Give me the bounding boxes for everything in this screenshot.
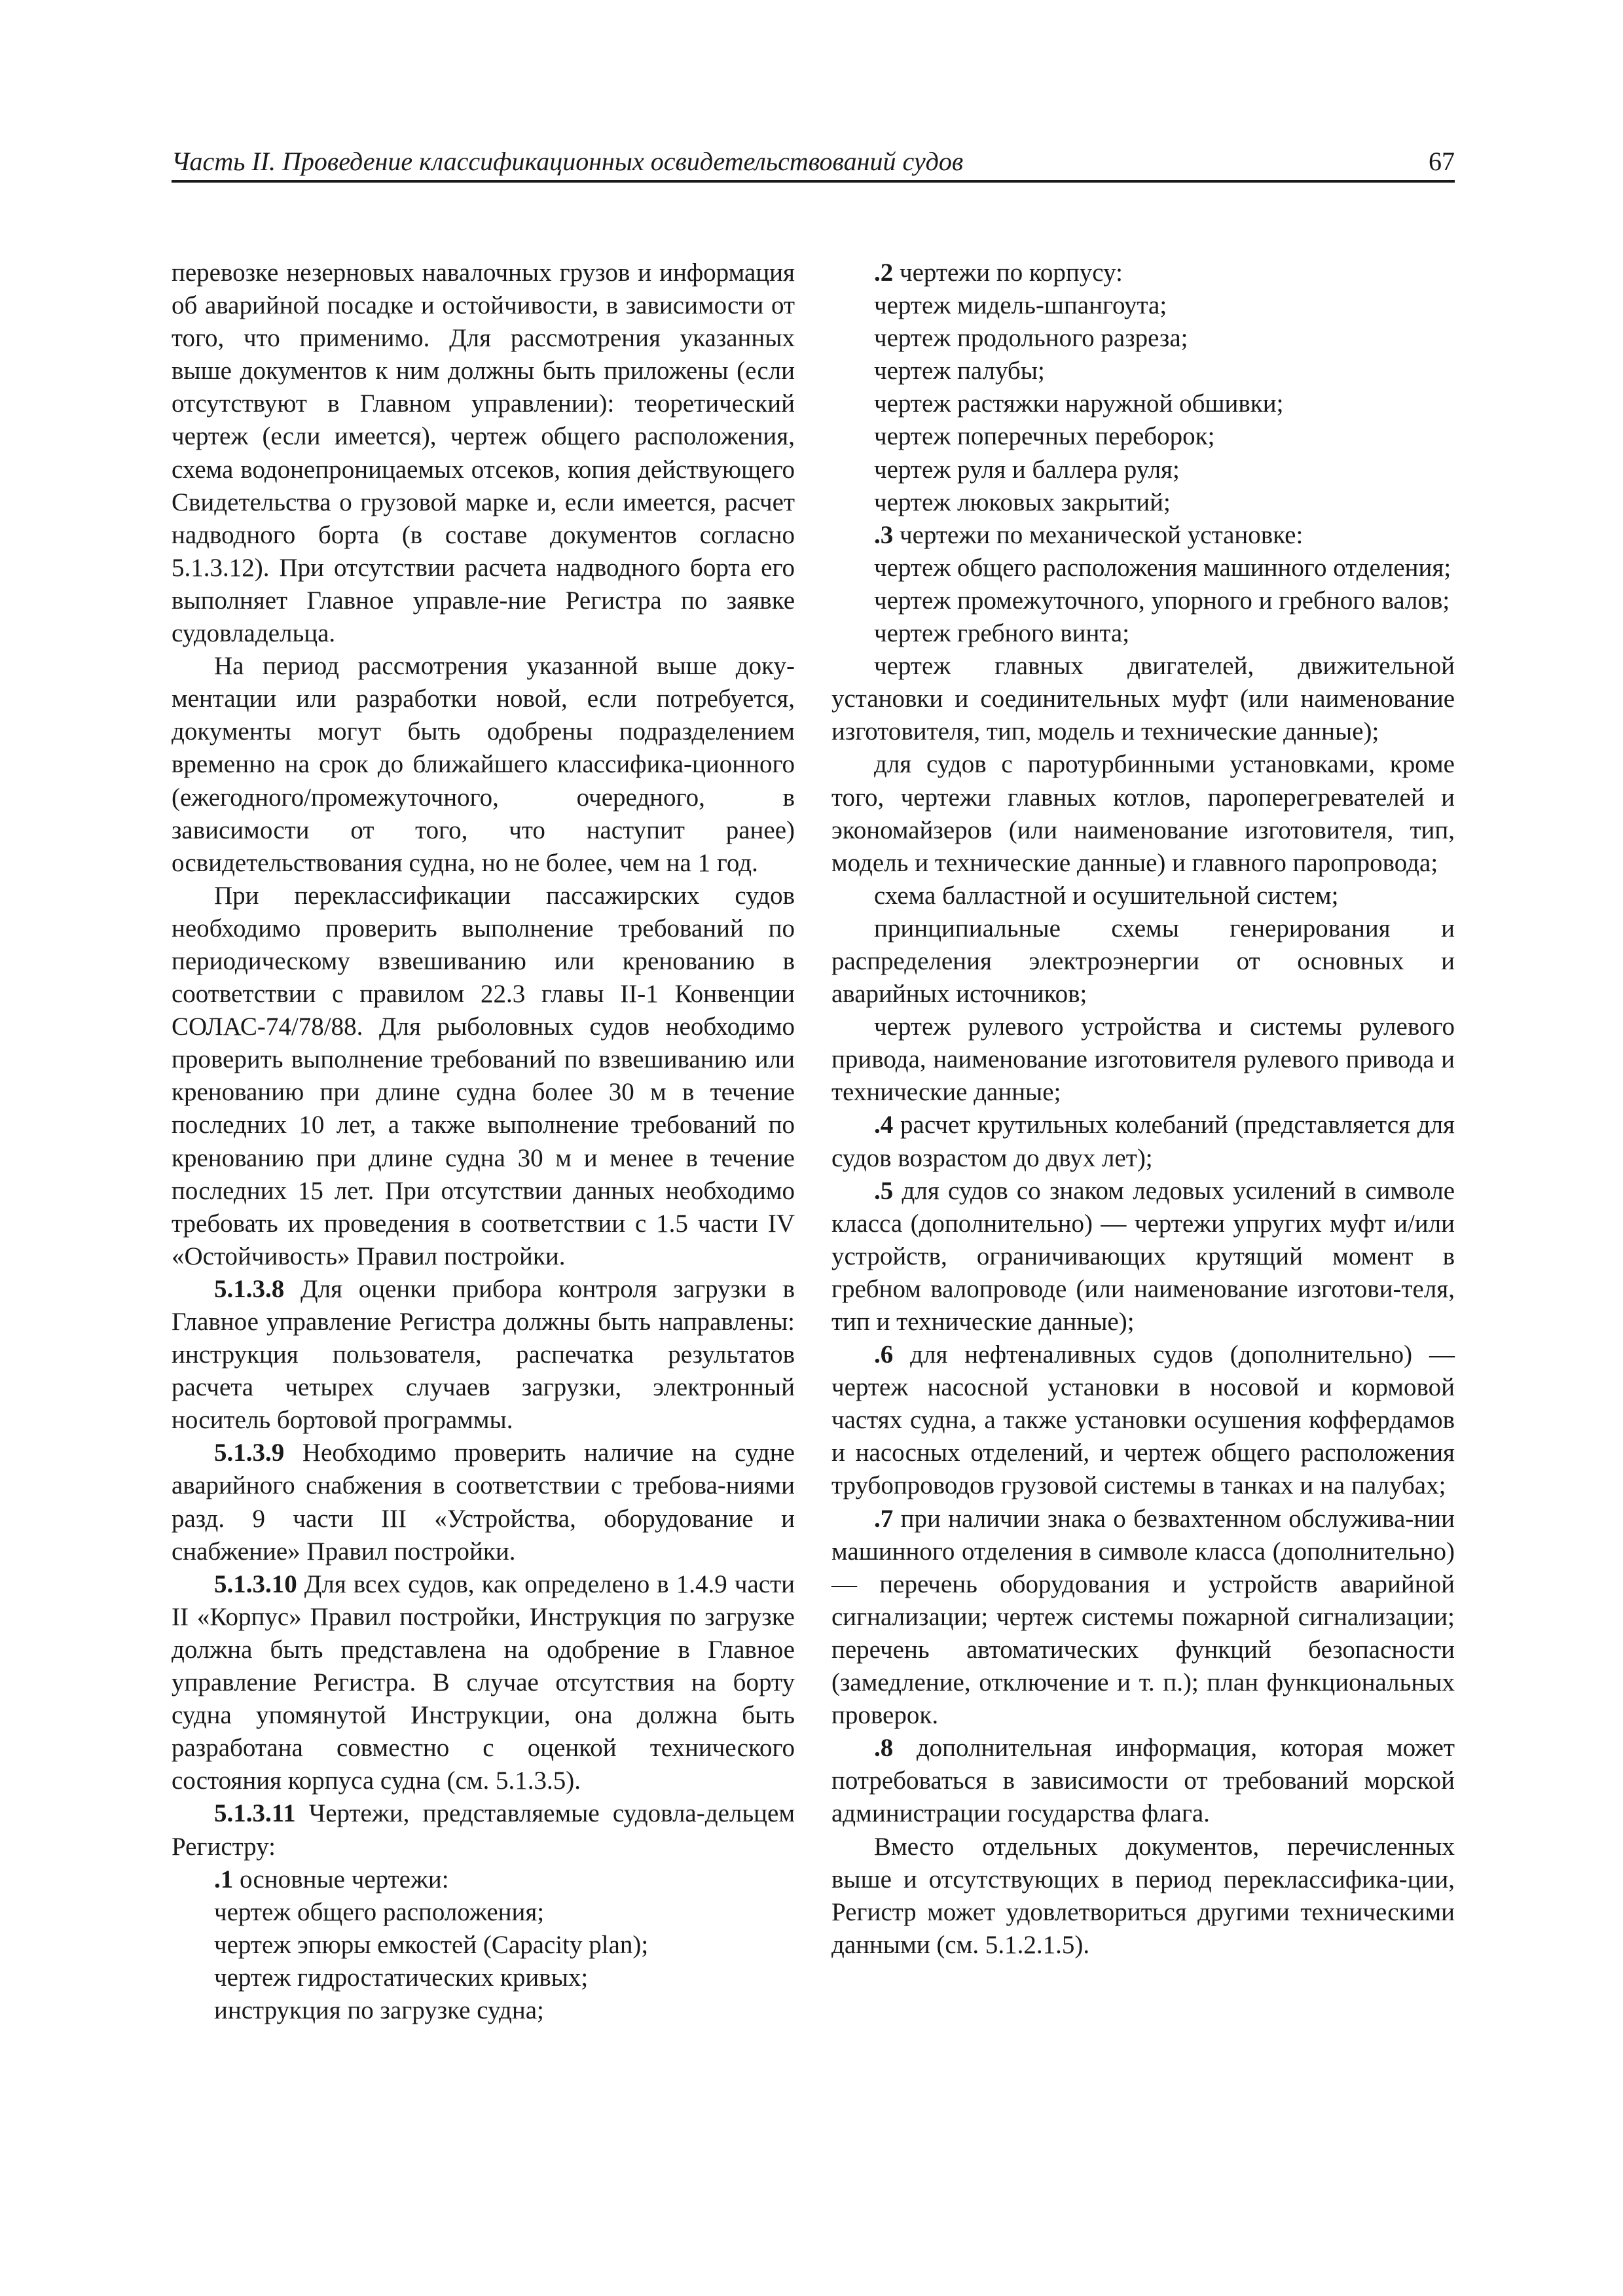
page-number: 67: [1429, 147, 1455, 176]
paragraph: чертеж промежуточного, упорного и гребного валов;: [874, 586, 1450, 615]
paragraph-5-1-3-11: 5.1.3.11 Чертежи, представляемые судовла-дельцем Регистру:: [172, 1799, 795, 1861]
list-number: .4: [874, 1111, 894, 1139]
header-rule: [172, 180, 1455, 183]
paragraph: схема балластной и осушительной систем;: [874, 881, 1339, 910]
list-item: чертеж руля и баллера руля;: [874, 455, 1180, 484]
list-item-4: .4 расчет крутильных колебаний (представляется для судов возрастом до двух лет);: [831, 1111, 1455, 1172]
list-item-6: .6 для нефтеналивных судов (дополнительно) — чертеж насосной установки в носовой и кормовой частях судна, а также установки осушения коффердамов и насосных отделений, и чертеж общего расположения трубопроводов грузовой системы в танках и на палубах;: [831, 1340, 1455, 1500]
list-item-5: .5 для судов со знаком ледовых усилений в символе класса (дополнительно) — чертежи упругих муфт и/или устройств, ограничивающих крутящий момент в гребном валопроводе (или наименование изготови-теля, тип и технические данные);: [831, 1176, 1455, 1336]
header-title: Часть II. Проведение классификационных освидетельствований судов: [172, 147, 964, 176]
list-item: чертеж палубы;: [874, 357, 1045, 386]
list-item: чертеж общего расположения;: [214, 1897, 545, 1926]
list-item-8: .8 дополнительная информация, которая может потребоваться в зависимости от требований морской администрации государства флага.: [831, 1734, 1455, 1828]
list-heading: .1 основные чертежи:: [214, 1865, 449, 1893]
list-heading: .3 чертежи по механической установке:: [874, 520, 1304, 549]
list-item: чертеж мидель-шпангоута;: [874, 291, 1167, 320]
paragraph: Вместо отдельных документов, перечисленных выше и отсутствующих в период переклассифика-ции, Регистр может удовлетвориться другими техническими данными (см. 5.1.2.1.5).: [831, 1832, 1455, 1959]
paragraph-5-1-3-8: 5.1.3.8 Для оценки прибора контроля загрузки в Главное управление Регистра должны быть направлены: инструкция пользователя, распечатка результатов расчета четырех случаев загрузки, электронный носитель бортовой программы.: [172, 1274, 795, 1435]
running-header: [172, 145, 1455, 178]
list-number: .3: [874, 520, 894, 549]
list-number: .6: [874, 1340, 894, 1369]
clause-number: 5.1.3.10: [214, 1570, 297, 1598]
paragraph: На период рассмотрения указанной выше доку-ментации или разработки новой, если потребуется, документы могут быть одобрены подразделением временно на срок до ближайшего классифика-ционного (ежегодного/промежуточного, очередного, в зависимости от того, что наступит ранее) освидетельствования судна, но не более, чем на 1 год.: [172, 652, 795, 877]
paragraph: принципиальные схемы генерирования и распределения электроэнергии от основных и аварийных источников;: [831, 914, 1455, 1009]
list-item: чертеж эпюры емкостей (Capacity plan);: [214, 1930, 649, 1959]
list-number: .7: [874, 1504, 894, 1533]
list-item: чертеж растяжки наружной обшивки;: [874, 389, 1284, 418]
list-number: .8: [874, 1734, 894, 1763]
list-item: чертеж поперечных переборок;: [874, 422, 1215, 451]
list-number: .1: [214, 1865, 234, 1893]
list-item-7: .7 при наличии знака о безвахтенном обслужива-нии машинного отделения в символе класса (дополнительно) — перечень оборудования и устройств аварийной сигнализации; чертеж системы пожарной сигнализации; перечень автоматических функций безопасности (замедление, отключение и т. п.); план функциональных проверок.: [831, 1504, 1455, 1730]
clause-number: 5.1.3.11: [214, 1799, 296, 1828]
paragraph-5-1-3-10: 5.1.3.10 Для всех судов, как определено в 1.4.9 части II «Корпус» Правил постройки, Инструкция по загрузке должна быть представлена на одобрение в Главное управление Регистра. В случае отсутствия на борту судна упомянутой Инструкции, она должна быть разработана совместно с оценкой технического состояния корпуса судна (см. 5.1.3.5).: [172, 1570, 795, 1795]
paragraph: для судов с паротурбинными установками, кроме того, чертежи главных котлов, пароперегревателей и экономайзеров (или наименование изготовителя, тип, модель и технические данные) и главного паропровода;: [831, 750, 1455, 877]
clause-number: 5.1.3.8: [214, 1274, 285, 1303]
right-column: [831, 257, 1455, 1962]
paragraph: чертеж главных двигателей, движительной установки и соединительных муфт (или наименование изготовителя, тип, модель и технические данные);: [831, 652, 1455, 746]
paragraph: чертеж гребного винта;: [874, 619, 1130, 648]
paragraph: перевозке незерновых навалочных грузов и информация об аварийной посадке и остойчивости, в зависимости от того, что применимо. Для рассмотрения указанных выше документов к ним должны быть приложены (если отсутствуют в Главном управлении): теоретический чертеж (если имеется), чертеж общего расположения, схема водонепроницаемых отсеков, копия действующего Свидетельства о грузовой марке и, если имеется, расчет надводного борта (в составе документов согласно 5.1.3.12). При отсутствии расчета надводного борта его выполняет Главное управле-ние Регистра по заявке судовладельца.: [172, 259, 795, 648]
list-item: чертеж люковых закрытий;: [874, 488, 1171, 516]
paragraph: чертеж общего расположения машинного отделения;: [874, 553, 1451, 582]
left-column: [172, 257, 795, 2027]
list-heading: .2 чертежи по корпусу:: [874, 259, 1123, 287]
clause-number: 5.1.3.9: [214, 1439, 285, 1467]
list-item: чертеж гидростатических кривых;: [214, 1963, 589, 1992]
paragraph-5-1-3-9: 5.1.3.9 Необходимо проверить наличие на судне аварийного снабжения в соответствии с требова-ниями разд. 9 части III «Устройства, оборудование и снабжение» Правил постройки.: [172, 1439, 795, 1566]
list-item: чертеж продольного разреза;: [874, 324, 1188, 353]
list-number: .5: [874, 1176, 894, 1205]
paragraph: чертеж рулевого устройства и системы рулевого привода, наименование изготовителя рулевого привода и технические данные;: [831, 1013, 1455, 1107]
paragraph: При переклассификации пассажирских судов необходимо проверить выполнение требований по периодическому взвешиванию или кренованию в соответствии с правилом 22.3 главы II-1 Конвенции СОЛАС-74/78/88. Для рыболовных судов необходимо проверить выполнение требований по взвешиванию или кренованию при длине судна более 30 м в течение последних 10 лет, а также выполнение требований по кренованию при длине судна 30 м и менее в течение последних 15 лет. При отсутствии данных необходимо требовать их проведения в соответствии с 1.5 части IV «Остойчивость» Правил постройки.: [172, 881, 795, 1270]
list-item: инструкция по загрузке судна;: [214, 1996, 544, 2024]
list-number: .2: [874, 259, 894, 287]
